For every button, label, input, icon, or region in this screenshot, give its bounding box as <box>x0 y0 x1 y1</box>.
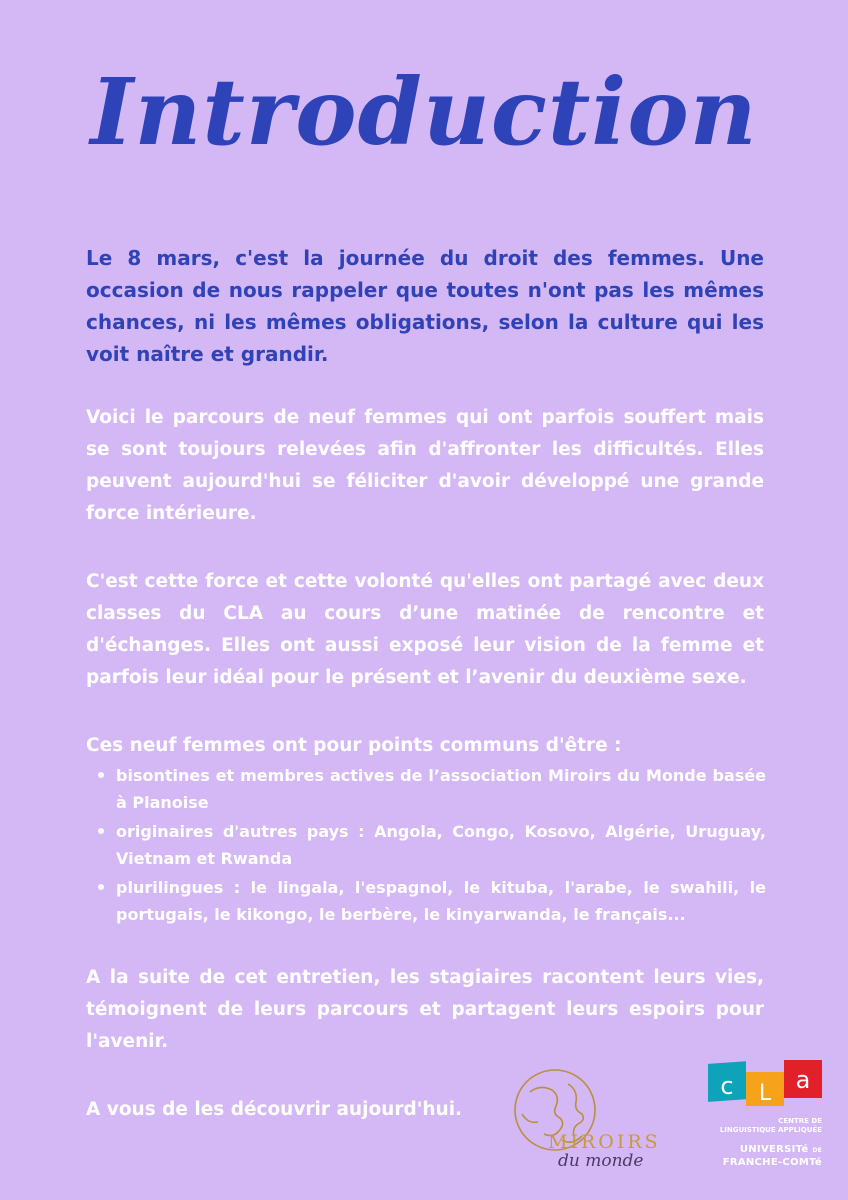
cla-letter-a: a <box>795 1066 811 1094</box>
intro-paragraph: Le 8 mars, c'est la journée du droit des femmes. Une occasion de nous rappeler que toutes n'ont pas les mêmes chances, ni les mêmes obligations, selon la culture qui les voit naître et grandir. <box>86 246 764 366</box>
list-item: bisontines et membres actives de l’association Miroirs du Monde basée à Planoise <box>96 762 766 816</box>
cla-letter-l: L <box>758 1081 772 1106</box>
bullet-icon <box>98 828 104 834</box>
bullet-icon <box>98 772 104 778</box>
miroirs-wordmark: MIROIRS <box>548 1131 661 1153</box>
bullet-icon <box>98 884 104 890</box>
cla-caption: CENTRE DE LINGUISTIQUE APPLIQUÉE <box>719 1117 822 1134</box>
list-item: originaires d'autres pays : Angola, Congo, Kosovo, Algérie, Uruguay, Vietnam et Rwanda <box>96 818 766 872</box>
common-points-heading: Ces neuf femmes ont pour points communs d'être : <box>86 735 622 756</box>
closing-line: A vous de les découvrir aujourd'hui. <box>86 1099 463 1120</box>
miroirs-du-monde-logo <box>500 1062 675 1172</box>
cla-letter-c: c <box>720 1072 734 1100</box>
common-points-list <box>96 762 766 930</box>
cla-meeting-paragraph: C'est cette force et cette volonté qu'elles ont partagé avec deux classes du CLA au cours d’une matinée de rencontre et d'échanges. Elles ont aussi exposé leur vision de la femme et parfois leur idéal pour le présent et l’avenir du deuxième sexe. <box>86 571 764 688</box>
page-title: Introduction <box>90 58 758 166</box>
testimony-paragraph: A la suite de cet entretien, les stagiaires racontent leurs vies, témoignent de leurs parcours et partagent leurs espoirs pour l'avenir. <box>86 967 764 1052</box>
university-caption: UNIVERSITé DE FRANCHE-COMTé <box>722 1144 822 1168</box>
du-monde-wordmark: du monde <box>558 1151 644 1171</box>
women-journey-paragraph: Voici le parcours de neuf femmes qui ont parfois souffert mais se sont toujours relevées afin d'affronter les difficultés. Elles peuvent aujourd'hui se féliciter d'avoir développé une grande force intérieure. <box>86 407 764 524</box>
list-item: plurilingues : le lingala, l'espagnol, le kituba, l'arabe, le swahili, le portugais, le kikongo, le berbère, le kinyarwanda, le français... <box>96 874 766 928</box>
